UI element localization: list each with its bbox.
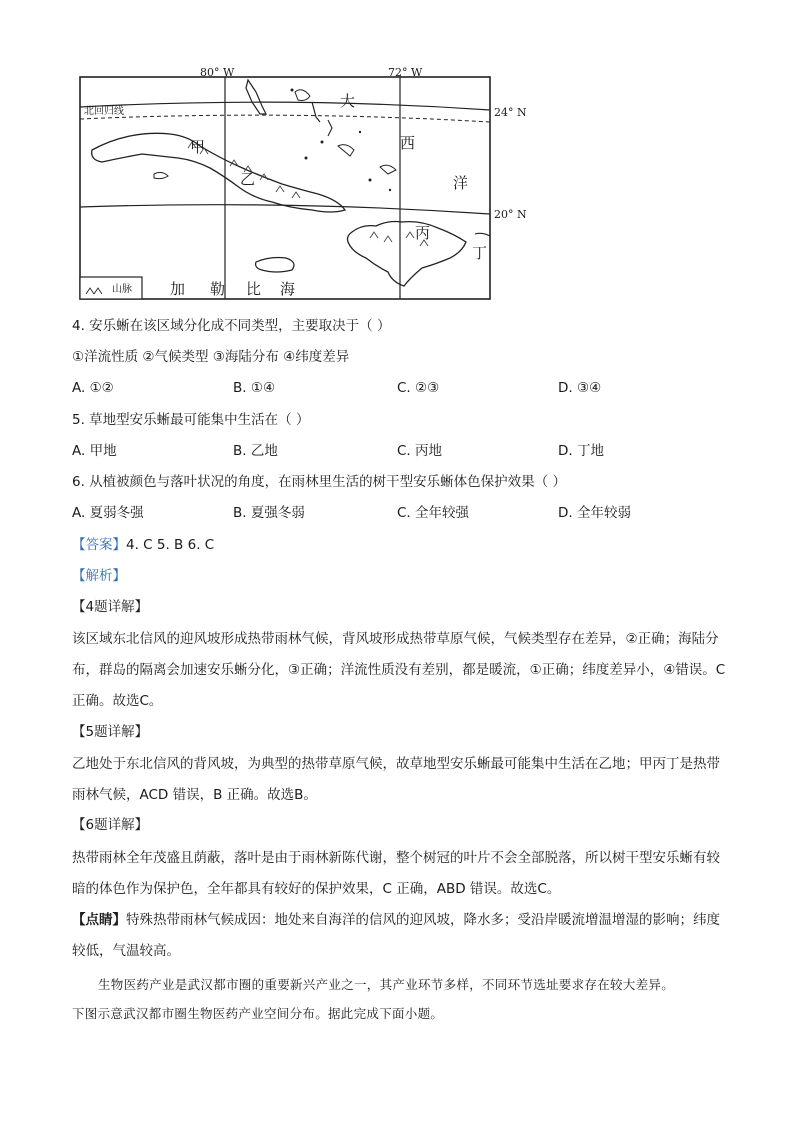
answer-line: [72, 535, 214, 555]
answer-text: 4. C 5. B 6. C: [126, 537, 215, 553]
lon-left-label: 80° W: [200, 66, 235, 79]
q4-option-c: C. ②③: [397, 380, 440, 396]
ocean-char-2: 西: [400, 134, 416, 152]
q5-stem: 5. 草地型安乐蜥最可能集中生活在（ ）: [72, 412, 310, 428]
place-yi: 乙: [240, 170, 256, 188]
q4-option-b: B. ①④: [233, 380, 276, 396]
detail-4-text: 该区域东北信风的迎风坡形成热带雨林气候，背风坡形成热带草原气候，气候类型存在差异，②正确；海陆分布，群岛的隔离会加速安乐蜥分化，③正确；洋流性质没有差别，都是暖流，①正确；纬度差异小，④错误。C正确。故选C。: [72, 631, 726, 709]
q6-option-c: C. 全年较强: [397, 505, 470, 521]
lon-right-label: 72° W: [388, 66, 423, 79]
caribbean-map: [70, 62, 530, 304]
next-intro-line1: 生物医药产业是武汉都市圈的重要新兴产业之一，其产业环节多样，不同环节选址要求存在较大差异。: [98, 977, 675, 992]
q4-items: ①洋流性质 ②气候类型 ③海陆分布 ④纬度差异: [72, 349, 350, 365]
detail-5-title: 【5题详解】: [72, 724, 149, 740]
legend-label: 山脉: [112, 284, 132, 295]
sea-char-3: 比: [246, 280, 262, 298]
q6-option-a: A. 夏弱冬强: [72, 505, 144, 521]
q4-option-d: D. ③④: [558, 380, 602, 396]
lat-top-label: 24° N: [494, 106, 527, 119]
tips-block: [72, 905, 732, 967]
analysis-tag: 【解析】: [72, 568, 126, 584]
detail-6-text: 热带雨林全年茂盛且荫蔽，落叶是由于雨林新陈代谢，整个树冠的叶片不会全部脱落，所以树干型安乐蜥有较暗的体色作为保护色，全年都具有较好的保护效果，C 正确，ABD 错误。故选C。: [72, 850, 720, 897]
q5-option-a: A. 甲地: [72, 443, 117, 459]
tropic-label: 北回归线: [84, 106, 124, 117]
q5-option-d: D. 丁地: [558, 443, 604, 459]
q5-option-b: B. 乙地: [233, 443, 278, 459]
answer-tag: 【答案】: [72, 537, 126, 553]
q5-option-c: C. 丙地: [397, 443, 443, 459]
q4-option-a: A. ①②: [72, 380, 114, 396]
detail-5-text: 乙地处于东北信风的背风坡，为典型的热带草原气候，故草地型安乐蜥最可能集中生活在乙地；甲丙丁是热带雨林气候，ACD 错误，B 正确。故选B。: [72, 756, 720, 803]
sea-char-1: 加: [170, 280, 186, 298]
place-bing: 丙: [415, 224, 431, 242]
next-intro-line2: 下图示意武汉都市圈生物医药产业空间分布。据此完成下面小题。: [72, 1006, 444, 1021]
place-ding: 丁: [472, 244, 488, 262]
lat-bottom-label: 20° N: [494, 208, 527, 221]
q6-option-d: D. 全年较弱: [558, 505, 631, 521]
detail-6-title: 【6题详解】: [72, 817, 149, 833]
sea-char-4: 海: [280, 280, 296, 298]
ocean-char-1: 大: [340, 92, 356, 110]
q6-stem: 6. 从植被颜色与落叶状况的角度，在雨林里生活的树干型安乐蜥体色保护效果（ ）: [72, 474, 566, 490]
tips-tag: 【点睛】: [72, 912, 126, 928]
place-jia: 甲: [190, 138, 206, 156]
tips-text: 特殊热带雨林气候成因：地处来自海洋的信风的迎风坡，降水多；受沿岸暖流增温增湿的影响；纬度较低，气温较高。: [72, 912, 720, 959]
sea-char-2: 勒: [210, 280, 226, 298]
q6-option-b: B. 夏强冬弱: [233, 505, 305, 521]
q4-stem: 4. 安乐蜥在该区域分化成不同类型，主要取决于（ ）: [72, 318, 391, 334]
ocean-char-3: 洋: [453, 174, 469, 192]
detail-4-title: 【4题详解】: [72, 599, 149, 615]
